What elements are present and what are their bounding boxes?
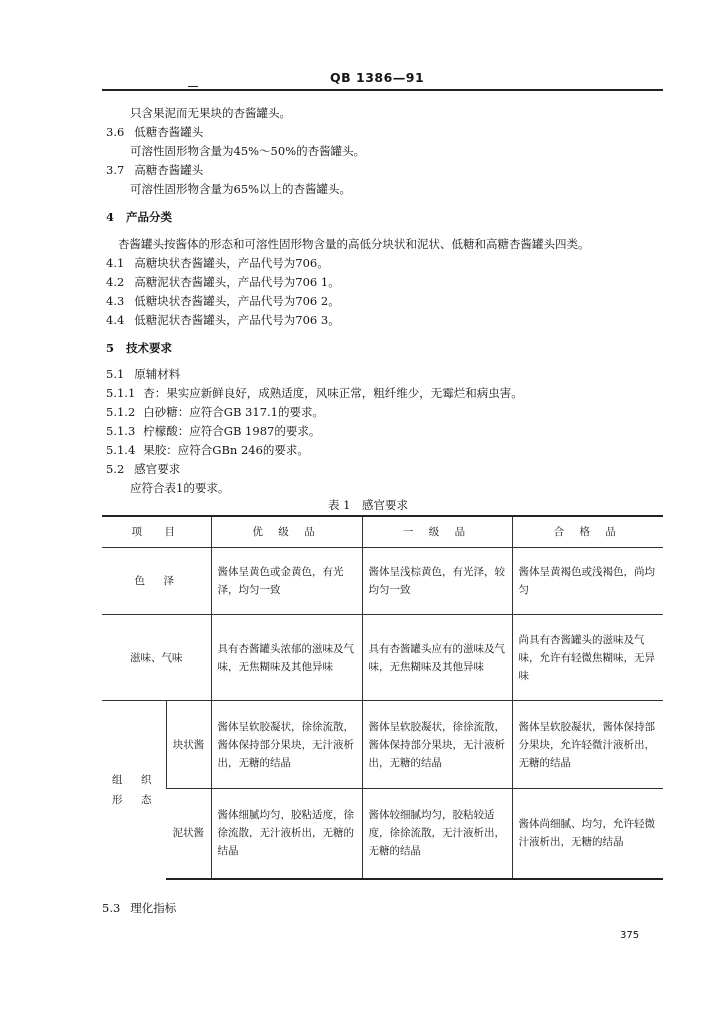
- cell-color-excellent: 酱体呈黄色或金黄色，有光泽，均匀一致: [211, 548, 362, 615]
- clause-text: 高糖块状杏酱罐头，产品代号为706。: [134, 256, 329, 270]
- clause-text: 柠檬酸：应符合GB 1987的要求。: [143, 424, 321, 438]
- header-first: 一 级 品: [362, 516, 512, 548]
- cell-flavor-first: 具有杏酱罐头应有的滋味及气味，无焦糊味及其他异味: [362, 615, 512, 701]
- clause-title: 原辅材料: [134, 367, 181, 381]
- header-excellent: 优 级 品: [211, 516, 362, 548]
- clause-4-2: [106, 274, 340, 290]
- sub-label-puree: 泥状酱: [166, 789, 211, 879]
- cell-block-qualified: 酱体呈软胶凝状，酱体保持部分果块，允许轻微汁液析出，无糖的结晶: [512, 701, 663, 789]
- row-label-flavor: 滋味、气味: [102, 615, 211, 701]
- section-number: 5: [106, 341, 115, 355]
- table-row: [102, 789, 663, 879]
- table-row: [102, 548, 663, 615]
- clause-number: 4.3: [106, 294, 125, 308]
- clause-title: 高糖杏酱罐头: [134, 163, 204, 177]
- clause-5-3: [102, 900, 176, 916]
- clause-number: 4.2: [106, 275, 125, 289]
- table-row: [102, 701, 663, 789]
- clause-number: 3.7: [106, 163, 125, 177]
- clause-text: 白砂糖：应符合GB 317.1的要求。: [143, 405, 324, 419]
- cell-puree-first: 酱体较细腻均匀，胶粘较适度，徐徐流散，无汁液析出，无糖的结晶: [362, 789, 512, 879]
- cell-flavor-excellent: 具有杏酱罐头浓郁的滋味及气味，无焦糊味及其他异味: [211, 615, 362, 701]
- clause-text: 低糖块状杏酱罐头，产品代号为706 2。: [134, 294, 340, 308]
- cell-color-first: 酱体呈浅棕黄色，有光泽，较均匀一致: [362, 548, 512, 615]
- clause-number: 5.2: [106, 462, 125, 476]
- section-title: 产品分类: [126, 210, 173, 224]
- row-label-texture: 组 织 形 态: [102, 701, 166, 879]
- clause-5-1-3: [106, 423, 320, 439]
- clause-number: 5.1.3: [106, 424, 136, 438]
- cell-block-excellent: 酱体呈软胶凝状，徐徐流散，酱体保持部分果块，无汁液析出，无糖的结晶: [211, 701, 362, 789]
- clause-title: 理化指标: [130, 901, 177, 915]
- clause-number: 5.1.4: [106, 443, 136, 457]
- table-header-row: [102, 516, 663, 548]
- clause-5-1-4: [106, 442, 309, 458]
- clause-title: 低糖杏酱罐头: [134, 125, 204, 139]
- text-line: 只含果泥而无果块的杏酱罐头。: [130, 106, 291, 120]
- clause-5-1-2: [106, 404, 324, 420]
- section-number: 4: [106, 210, 115, 224]
- header-item: 项 目: [102, 516, 211, 548]
- row-label-color: 色 泽: [102, 548, 211, 615]
- page-number: 375: [620, 930, 640, 941]
- clause-5-1-1: [106, 385, 523, 401]
- text-line: 可溶性固形物含量为45%～50%的杏酱罐头。: [130, 144, 366, 158]
- cell-flavor-qualified: 尚具有杏酱罐头的滋味及气味，允许有轻微焦糊味，无异味: [512, 615, 663, 701]
- text-line: 杏酱罐头按酱体的形态和可溶性固形物含量的高低分块状和泥状、低糖和高糖杏酱罐头四类。: [118, 237, 590, 251]
- clause-text: 果胶：应符合GBn 246的要求。: [143, 443, 309, 457]
- standard-code: QB 1386—91: [330, 70, 425, 85]
- header-rule: [102, 89, 663, 91]
- cell-block-first: 酱体呈软胶凝状，徐徐流散，酱体保持部分果块，无汁液析出，无糖的结晶: [362, 701, 512, 789]
- clause-3-6: [106, 124, 203, 140]
- section-title: 技术要求: [126, 341, 173, 355]
- clause-3-7: [106, 162, 203, 178]
- clause-text: 高糖泥状杏酱罐头，产品代号为706 1。: [134, 275, 340, 289]
- sensory-requirements-table: [102, 515, 663, 880]
- clause-5-2: [106, 461, 180, 477]
- clause-number: 5.1: [106, 367, 125, 381]
- clause-number: 5.1.1: [106, 386, 136, 400]
- section-5-heading: [106, 340, 172, 356]
- table-caption: 表 1 感官要求: [328, 498, 408, 512]
- clause-5-1: [106, 366, 180, 382]
- section-4-heading: [106, 209, 172, 225]
- clause-4-3: [106, 293, 340, 309]
- header-tick: [188, 86, 198, 87]
- clause-text: 杏：果实应新鲜良好，成熟适度，风味正常，粗纤维少，无霉烂和病虫害。: [143, 386, 523, 400]
- text-line: 应符合表1的要求。: [130, 481, 230, 495]
- cell-color-qualified: 酱体呈黄褐色或浅褐色，尚均匀: [512, 548, 663, 615]
- clause-text: 低糖泥状杏酱罐头，产品代号为706 3。: [134, 313, 340, 327]
- clause-title: 感官要求: [134, 462, 181, 476]
- clause-4-1: [106, 255, 329, 271]
- sub-label-block: 块状酱: [166, 701, 211, 789]
- header-qualified: 合 格 品: [512, 516, 663, 548]
- cell-puree-excellent: 酱体细腻均匀，胶粘适度，徐徐流散，无汁液析出，无糖的结晶: [211, 789, 362, 879]
- clause-number: 4.4: [106, 313, 125, 327]
- clause-number: 5.1.2: [106, 405, 136, 419]
- text-line: 可溶性固形物含量为65%以上的杏酱罐头。: [130, 182, 352, 196]
- table-row: [102, 615, 663, 701]
- clause-number: 3.6: [106, 125, 125, 139]
- clause-number: 5.3: [102, 901, 121, 915]
- cell-puree-qualified: 酱体尚细腻、均匀，允许轻微汁液析出，无糖的结晶: [512, 789, 663, 879]
- clause-number: 4.1: [106, 256, 125, 270]
- clause-4-4: [106, 312, 340, 328]
